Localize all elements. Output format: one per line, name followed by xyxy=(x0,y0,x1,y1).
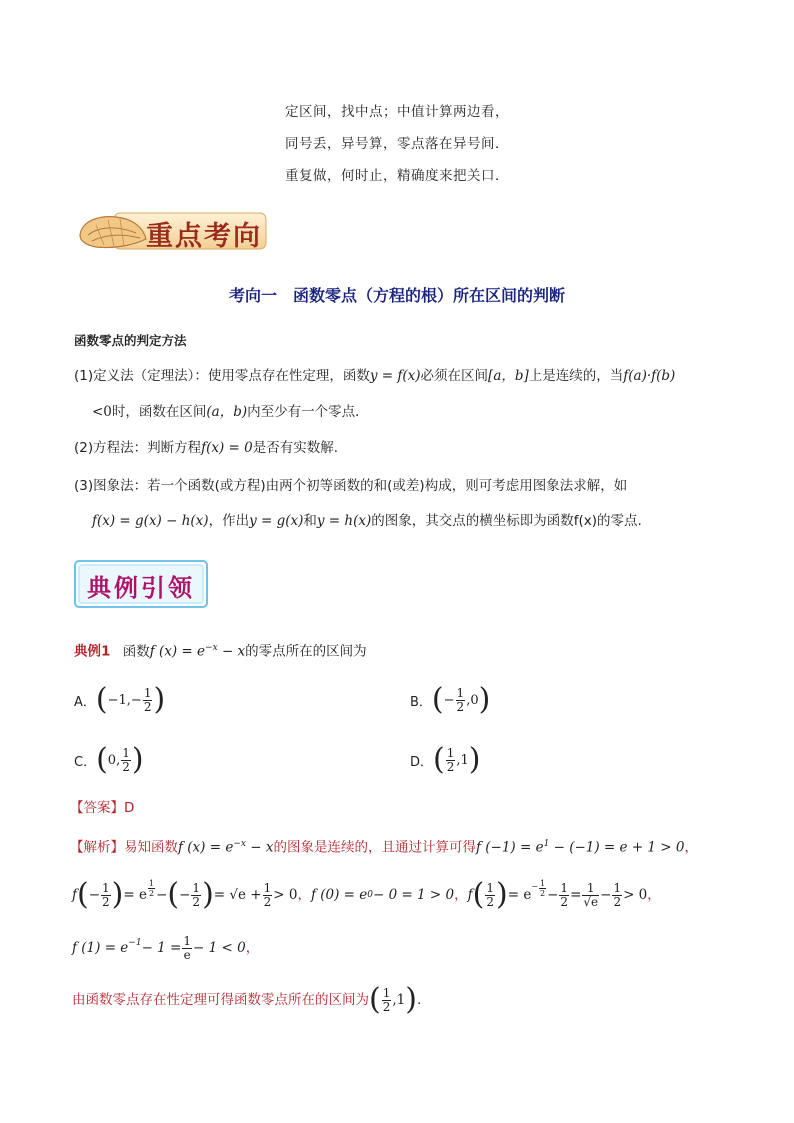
example-func: f (x) = e xyxy=(149,643,206,660)
answer-label: 【答案】 xyxy=(70,800,124,816)
method-3-line-2 xyxy=(92,511,642,531)
conclusion-fraction: $\frac{1}{2}$ xyxy=(382,985,391,1014)
calc-gt-zero: > 0 xyxy=(273,887,298,903)
option-c-paren-open: ( xyxy=(96,742,108,777)
fraction-one-half-4: $\frac{1}{2}$ xyxy=(486,880,494,909)
method-3-y2: y = h(x) xyxy=(316,513,372,529)
poem-line-1: 定区间，找中点；中值计算两边看， xyxy=(285,104,509,120)
calc-minus-3: − xyxy=(600,887,612,903)
example-1 xyxy=(74,638,367,662)
fraction-one-half-5: $\frac{1}{2}$ xyxy=(560,880,569,909)
method-3-line-1: (3)图象法：若一个函数(或方程)由两个初等函数的和(或差)构成，则可考虑用图象法求解，如 xyxy=(74,478,628,494)
answer-value: D xyxy=(124,800,135,816)
section-title: 考向一 函数零点（方程的根）所在区间的判断 xyxy=(228,286,565,305)
analysis-line3: f (1) = e xyxy=(72,940,129,956)
conclusion-period: . xyxy=(416,992,422,1008)
conclusion-paren-close: ) xyxy=(405,982,417,1017)
analysis-line1-func: f (x) = e xyxy=(178,839,234,856)
method-1-line-1 xyxy=(74,366,675,386)
method-1-line-2 xyxy=(92,402,369,422)
method-3-end: 的图象，其交点的横坐标即为函数f(x)的零点. xyxy=(371,513,642,529)
option-c-fraction xyxy=(121,747,131,774)
option-c-num: 1 xyxy=(122,745,130,760)
analysis-line2-a: f (0) = e xyxy=(310,887,368,903)
option-b-fraction xyxy=(456,687,466,714)
option-c-label: C． xyxy=(74,754,97,770)
answer xyxy=(70,798,134,818)
option-a-label: A． xyxy=(74,694,96,710)
conclusion-text: 由函数零点存在性定理可得函数零点所在的区间为 xyxy=(72,992,369,1008)
option-a-left: −1,− xyxy=(107,692,142,708)
paren-open-2: ( xyxy=(167,877,180,912)
option-d-paren-close: ) xyxy=(468,742,481,777)
conclusion-paren-open: ( xyxy=(369,982,381,1017)
exp-half: $\frac{1}{2}$ xyxy=(148,878,155,898)
poem-line-2: 同号丢，异号算，零点落在异号间． xyxy=(285,136,509,152)
banner-title: 重点考向 xyxy=(146,221,262,252)
analysis-line3-end: − 1 < 0 xyxy=(193,940,246,956)
option-a-fraction xyxy=(143,687,153,714)
analysis-conclusion xyxy=(72,980,421,1020)
comma-2: ， xyxy=(454,887,468,903)
fraction-one-half: $\frac{1}{2}$ xyxy=(102,880,110,909)
method-heading: 函数零点的判定方法 xyxy=(74,333,187,348)
fraction-one-half-3: $\frac{1}{2}$ xyxy=(263,880,272,909)
option-a-den: 2 xyxy=(143,699,152,714)
poem-line-3: 重复做，何时止，精确度来把关口． xyxy=(285,168,509,184)
method-1-line2-interval: (a，b) xyxy=(206,404,248,420)
example-func-tail: − x xyxy=(217,643,246,660)
calc-eq-sqrt-e: = √e + xyxy=(213,887,262,903)
minus-sign: − xyxy=(88,887,101,903)
analysis-line1-exp: −x xyxy=(233,839,246,849)
method-1-cond: f(a)·f(b) xyxy=(623,368,676,384)
analysis-line2-a-exp: 0 xyxy=(367,890,373,900)
calc-f-neg-half: f xyxy=(72,887,77,903)
method-2-prefix: (2)方程法：判断方程 xyxy=(74,440,202,456)
analysis-line-3 xyxy=(72,928,259,968)
option-d-num: 1 xyxy=(446,745,455,760)
option-a-paren-open: ( xyxy=(95,682,108,717)
fraction-one-half-2: $\frac{1}{2}$ xyxy=(192,880,201,909)
fraction-one-half-6: $\frac{1}{2}$ xyxy=(613,880,622,909)
method-3-y1: y = g(x) xyxy=(249,513,304,529)
exp-neg-sign: − xyxy=(531,882,539,891)
analysis-label: 【解析】 xyxy=(70,839,124,856)
option-c-den: 2 xyxy=(122,759,130,774)
option-c-left: 0, xyxy=(107,752,121,768)
option-b-paren-open: ( xyxy=(431,682,444,717)
comma-1: ， xyxy=(297,887,311,903)
option-d-label: D． xyxy=(410,754,434,770)
analysis-line1-mid: 的图象是连续的，且通过计算可得 xyxy=(273,839,476,856)
option-b-num: 1 xyxy=(456,685,465,700)
examples-banner-title: 典例引领 xyxy=(87,573,195,602)
paren-close: ) xyxy=(111,877,124,912)
method-3-eq: f(x) = g(x) − h(x) xyxy=(92,513,209,529)
comma-3: ， xyxy=(647,887,661,903)
analysis-line2-a-tail: − 0 = 1 > 0 xyxy=(372,887,455,903)
paren-open-3: ( xyxy=(472,877,485,912)
calc-f-half: f xyxy=(467,887,473,903)
example-text-post: 的零点所在的区间为 xyxy=(245,643,367,660)
paren-open: ( xyxy=(77,877,89,912)
option-c-paren-close: ) xyxy=(131,742,144,777)
option-a-num: 1 xyxy=(143,685,152,700)
option-a-paren-close: ) xyxy=(153,682,166,717)
option-a[interactable] xyxy=(74,680,165,720)
method-1-line2-cond: <0 xyxy=(92,404,112,420)
option-d[interactable] xyxy=(410,740,481,780)
calc-eq-e: = e xyxy=(123,887,147,903)
example-exp: −x xyxy=(205,643,218,653)
example-text-pre: 函数 xyxy=(122,643,150,660)
fraction-one-over-e: $\frac{1}{e}$ xyxy=(183,933,192,962)
method-2-eq: f(x) = 0 xyxy=(201,440,253,456)
analysis-line1-text: 易知函数 xyxy=(124,839,178,856)
option-d-paren-open: ( xyxy=(433,742,445,777)
calc-minus-2: − xyxy=(547,887,559,903)
option-b-paren-close: ) xyxy=(478,682,491,717)
method-1-prefix: (1)定义法（定理法）：使用零点存在性定理，函数 xyxy=(74,368,370,384)
method-1-interval: [a，b] xyxy=(488,368,529,384)
calc-minus: − xyxy=(156,887,168,903)
comma-4: ， xyxy=(245,940,260,956)
method-2-suffix: 是否有实数解． xyxy=(252,440,348,456)
calc-gt-zero-2: > 0 xyxy=(623,887,648,903)
calc-eq: = xyxy=(570,887,582,903)
analysis-line1-comma: ， xyxy=(684,839,698,856)
method-3-and: 和 xyxy=(303,513,317,529)
shell-icon xyxy=(74,205,154,255)
method-1-func: y = f(x) xyxy=(369,368,421,384)
option-b-right: ,0 xyxy=(466,692,479,708)
method-1-line2-end: 内至少有一个零点． xyxy=(247,404,369,420)
option-b-left: − xyxy=(443,692,455,708)
method-1-mid2: 上是连续的，当 xyxy=(528,368,624,384)
option-b-den: 2 xyxy=(456,699,465,714)
analysis-line3-exp: −1 xyxy=(128,938,142,948)
option-d-den: 2 xyxy=(446,759,455,774)
method-3-mid: ，作出 xyxy=(208,513,250,529)
minus-sign-2: − xyxy=(179,887,191,903)
key-focus-banner xyxy=(74,205,270,255)
method-1-line2-text: 时，函数在区间 xyxy=(111,404,207,420)
method-1-mid: 必须在区间 xyxy=(420,368,489,384)
option-b-label: B． xyxy=(410,694,432,710)
conclusion-right: ,1 xyxy=(392,992,406,1008)
example-label: 典例1 xyxy=(74,643,111,660)
examples-banner xyxy=(74,560,208,608)
fraction-one-over-sqrt-e: $\frac{1}{√e}$ xyxy=(583,880,599,909)
analysis-line1-calc: f (−1) = e xyxy=(475,839,544,856)
option-d-fraction xyxy=(446,747,456,774)
exp-neg-half: $\frac{1}{2}$ xyxy=(540,878,546,898)
analysis-line3-tail: − 1 = xyxy=(141,940,182,956)
option-b[interactable] xyxy=(410,680,490,720)
analysis-line-2 xyxy=(72,875,661,915)
paren-close-3: ) xyxy=(496,877,508,912)
paren-close-2: ) xyxy=(202,877,214,912)
analysis-line1-calc-exp: 1 xyxy=(543,839,550,849)
option-c[interactable] xyxy=(74,740,144,780)
option-d-right: ,1 xyxy=(456,752,469,768)
analysis-line1-tail: − x xyxy=(245,839,274,856)
analysis-line-1 xyxy=(70,834,698,858)
method-2 xyxy=(74,438,347,458)
calc-eq-e-2: = e xyxy=(507,887,532,903)
analysis-line1-calc-tail: − (−1) = e + 1 > 0 xyxy=(549,839,685,856)
